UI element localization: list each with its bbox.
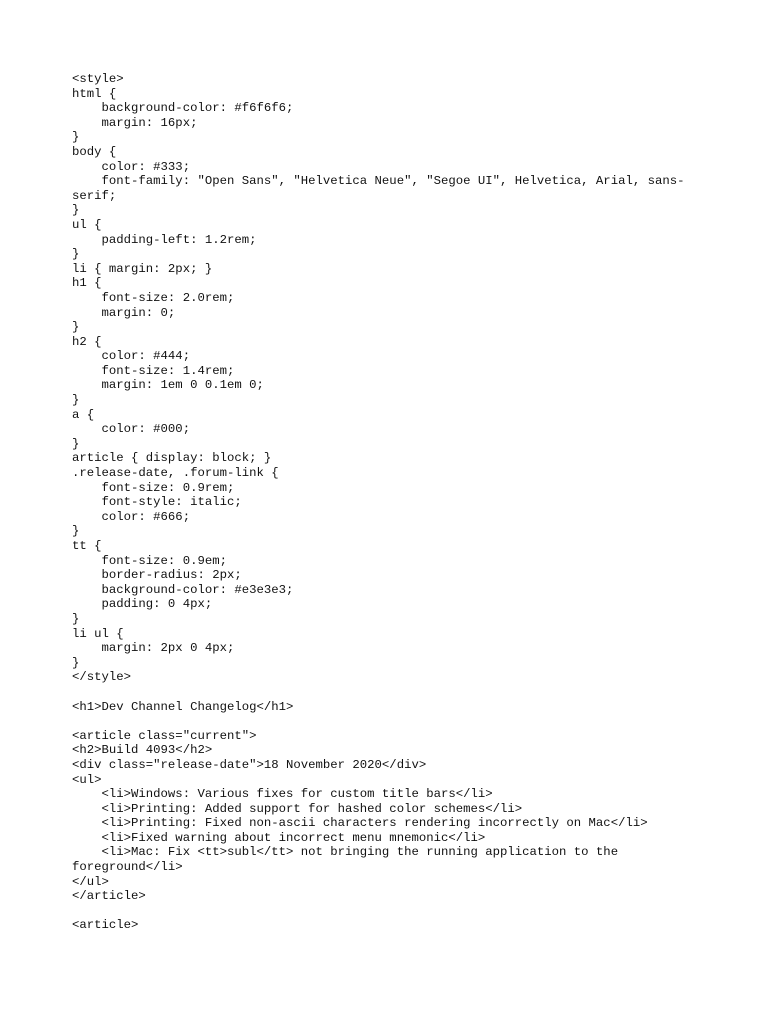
source-line: padding: 0 4px; [72,597,213,612]
source-line: <style> [72,72,124,86]
source-line: } [72,203,80,218]
source-line: <li>Windows: Various fixes for custom title bars</li> [72,787,493,802]
document-page [72,72,712,933]
source-line: font-size: 2.0rem; [72,290,235,305]
source-line: <div class="release-date">18 November 2020</div> [72,757,427,772]
source-line: </ul> [72,874,109,889]
source-line: padding-left: 1.2rem; [72,232,257,247]
source-line: font-family: "Open Sans", "Helvetica Neue", "Segoe UI", Helvetica, Arial, sans- [72,174,685,189]
source-line: } [72,393,80,408]
source-line: <article> [72,918,139,933]
source-line: font-size: 0.9rem; [72,480,235,495]
source-line: li ul { [72,626,124,641]
source-line: border-radius: 2px; [72,568,242,583]
source-line: color: #333; [72,159,191,174]
source-line: body { [72,144,117,159]
source-line: a { [72,407,95,422]
source-line: <h2>Build 4093</h2> [72,743,213,758]
source-line: } [72,247,80,262]
source-line: <li>Mac: Fix <tt>subl</tt> not bringing the running application to the [72,845,619,860]
source-line: color: #666; [72,509,191,524]
source-line: </style> [72,670,132,685]
source-line: <li>Printing: Fixed non-ascii characters rendering incorrectly on Mac</li> [72,816,648,831]
source-line: <article class="current"> [72,728,257,743]
source-line: background-color: #e3e3e3; [72,582,294,597]
source-line [72,904,712,919]
source-line: font-size: 1.4rem; [72,363,235,378]
source-line: background-color: #f6f6f6; [72,101,294,116]
source-line: } [72,611,80,626]
source-line: font-style: italic; [72,495,242,510]
source-line: } [72,655,80,670]
source-line: margin: 0; [72,305,176,320]
source-line: .release-date, .forum-link { [72,466,279,481]
source-line: </article> [72,889,146,904]
source-line: } [72,320,80,335]
source-line: color: #000; [72,422,191,437]
source-line: font-size: 0.9em; [72,553,227,568]
source-line: li { margin: 2px; } [72,261,213,276]
source-line: <li>Printing: Added support for hashed color schemes</li> [72,801,523,816]
source-line: h2 { [72,334,102,349]
source-line: margin: 1em 0 0.1em 0; [72,378,264,393]
source-line: } [72,524,80,539]
source-line: margin: 16px; [72,115,198,130]
source-line: ul { [72,217,102,232]
source-line: article { display: block; } [72,451,272,466]
source-line: } [72,436,80,451]
source-line: h1 { [72,276,102,291]
source-line [72,685,712,700]
source-line: <li>Fixed warning about incorrect menu mnemonic</li> [72,830,486,845]
source-line: serif; [72,188,117,203]
source-line: <ul> [72,772,102,787]
source-line: color: #444; [72,349,191,364]
source-line [72,714,712,729]
source-line: html { [72,86,117,101]
source-line: } [72,130,80,145]
source-line: margin: 2px 0 4px; [72,641,235,656]
source-line: tt { [72,539,102,553]
source-line: <h1>Dev Channel Changelog</h1> [72,699,294,714]
source-line: foreground</li> [72,860,183,875]
